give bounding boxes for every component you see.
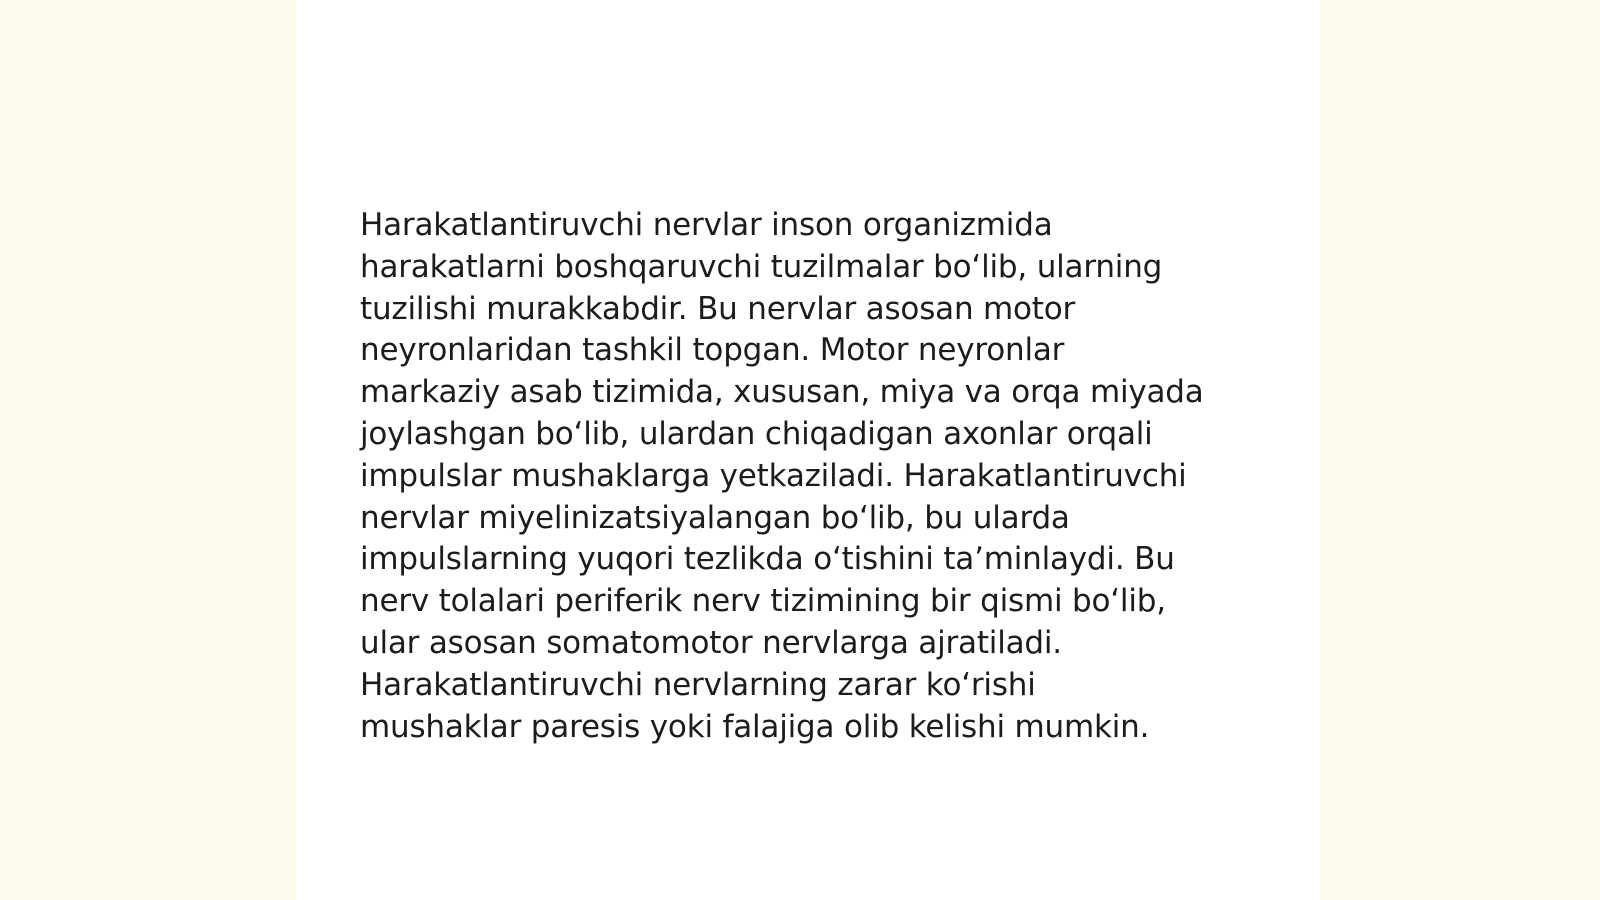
slide-body-text[interactable]: Harakatlantiruvchi nervlar inson organizmida harakatlarni boshqaruvchi tuzilmalar bo‘lib, ularning tuzilishi murakkabdir. Bu nervlar asosan motor neyronlaridan tashkil topgan. Motor neyronlar markaziy asab tizimida, xususan, miya va orqa miyada joylashgan bo‘lib, ulardan chiqadigan axonlar orqali impulslar mushaklarga yetkaziladi. Harakatlantiruvchi nervlar miyelinizatsiyalangan bo‘lib, bu ularda impulslarning yuqori tezlikda o‘tishini ta’minlaydi. Bu nerv tolalari periferik nerv tizimining bir qismi bo‘lib, ular asosan somatomotor nervlarga ajratiladi. Harakatlantiruvchi nervlarning zarar ko‘rishi mushaklar paresis yoki falajiga olib kelishi mumkin.: [360, 207, 1204, 745]
slide-canvas: [296, 0, 1320, 900]
